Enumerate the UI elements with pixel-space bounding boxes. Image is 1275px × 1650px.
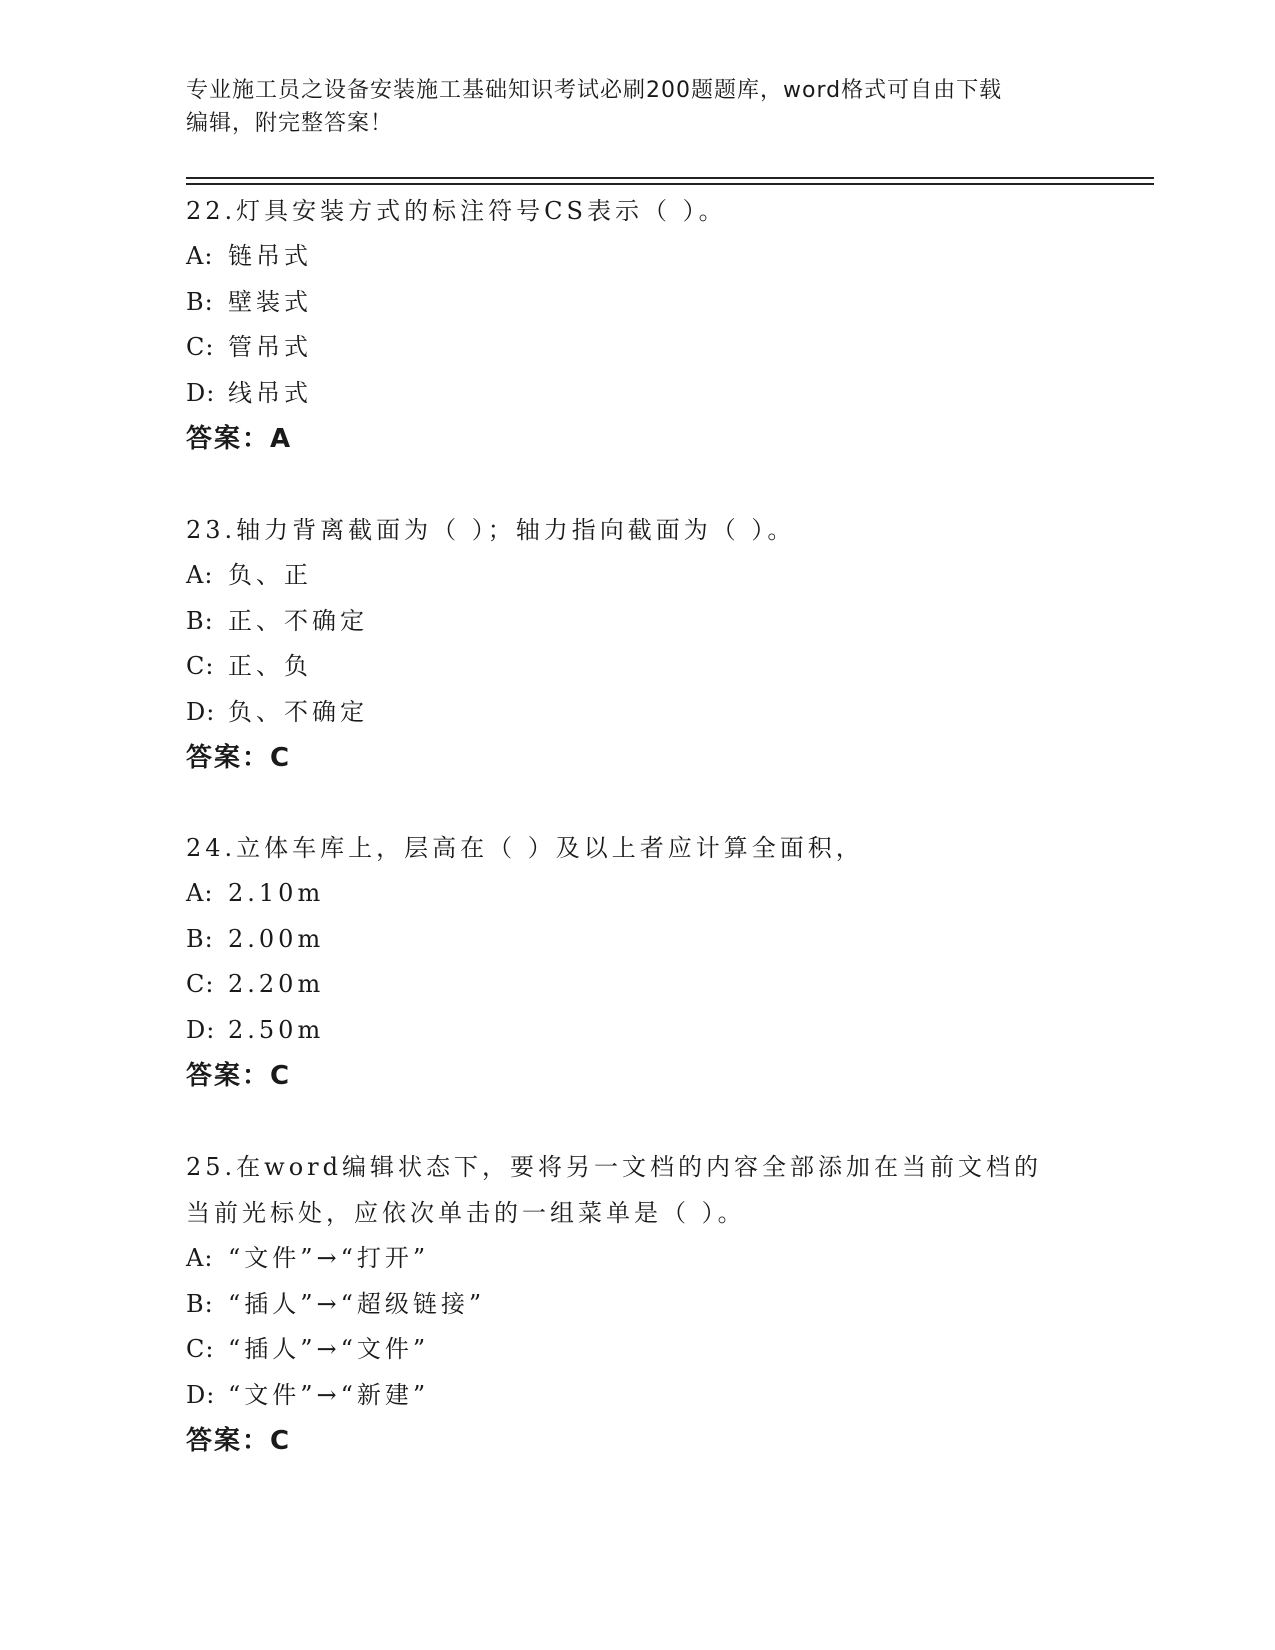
option-text: “文件”→“打开” xyxy=(228,1244,430,1272)
header-line-2: 编辑，附完整答案！ xyxy=(186,111,394,136)
option-a xyxy=(186,1236,1086,1282)
option-letter: A: xyxy=(186,242,214,270)
option-letter: A: xyxy=(186,561,214,589)
option-letter: D: xyxy=(186,1380,216,1409)
option-letter: A: xyxy=(186,879,214,907)
header-line-1: 专业施工员之设备安装施工基础知识考试必刷200题题库，word格式可自由下载 xyxy=(186,78,1003,103)
option-d xyxy=(186,690,1086,736)
answer-line: 答案：C xyxy=(186,1061,292,1091)
option-c xyxy=(186,1327,1086,1373)
option-text: 2.10m xyxy=(228,879,325,907)
header-divider-bottom xyxy=(186,183,1154,185)
question-stem: 25.在word编辑状态下，要将另一文档的内容全部添加在当前文档的 xyxy=(186,1153,1042,1181)
option-letter: D: xyxy=(186,697,216,726)
option-letter: B: xyxy=(186,924,214,953)
option-text: 负、不确定 xyxy=(228,697,368,726)
answer-line: 答案：A xyxy=(186,424,293,454)
option-letter: B: xyxy=(186,606,214,635)
option-text: “插人”→“超级链接” xyxy=(228,1289,486,1318)
option-text: 正、不确定 xyxy=(228,606,368,635)
option-c xyxy=(186,644,1086,690)
question-23 xyxy=(186,507,1086,781)
option-text: “插人”→“文件” xyxy=(228,1335,430,1363)
option-d xyxy=(186,371,1086,417)
option-letter: D: xyxy=(186,1015,216,1044)
question-stem-continued: 当前光标处，应依次单击的一组菜单是（ ）。 xyxy=(186,1199,746,1227)
option-a xyxy=(186,553,1086,599)
answer-line: 答案：C xyxy=(186,1426,292,1456)
option-b xyxy=(186,280,1086,326)
option-d xyxy=(186,1008,1086,1054)
option-text: “文件”→“新建” xyxy=(228,1380,430,1409)
question-stem: 24.立体车库上，层高在（ ）及以上者应计算全面积， xyxy=(186,834,864,862)
option-text: 链吊式 xyxy=(228,242,312,270)
option-a xyxy=(186,871,1086,917)
question-stem: 23.轴力背离截面为（ ）；轴力指向截面为（ ）。 xyxy=(186,516,796,544)
option-letter: C: xyxy=(186,970,215,998)
option-text: 2.20m xyxy=(228,970,325,998)
question-stem: 22.灯具安装方式的标注符号CS表示（ ）。 xyxy=(186,197,727,225)
option-d xyxy=(186,1373,1086,1419)
option-text: 线吊式 xyxy=(228,378,312,407)
option-letter: C: xyxy=(186,1335,215,1363)
header-divider-top xyxy=(186,177,1154,179)
option-text: 负、正 xyxy=(228,561,312,589)
option-c xyxy=(186,325,1086,371)
option-b xyxy=(186,917,1086,963)
document-header xyxy=(186,74,1066,140)
question-24 xyxy=(186,825,1086,1099)
answer-line: 答案：C xyxy=(186,743,292,773)
question-25 xyxy=(186,1144,1086,1464)
option-b xyxy=(186,1282,1086,1328)
option-c xyxy=(186,962,1086,1008)
option-letter: B: xyxy=(186,287,214,316)
option-text: 管吊式 xyxy=(228,333,312,361)
option-text: 2.00m xyxy=(228,924,325,953)
option-letter: D: xyxy=(186,378,216,407)
option-letter: C: xyxy=(186,333,215,361)
option-letter: A: xyxy=(186,1244,214,1272)
option-a xyxy=(186,234,1086,280)
option-b xyxy=(186,599,1086,645)
option-text: 壁装式 xyxy=(228,287,312,316)
option-text: 2.50m xyxy=(228,1015,325,1044)
option-letter: B: xyxy=(186,1289,214,1318)
option-letter: C: xyxy=(186,652,215,680)
option-text: 正、负 xyxy=(228,652,312,680)
question-22 xyxy=(186,188,1086,462)
